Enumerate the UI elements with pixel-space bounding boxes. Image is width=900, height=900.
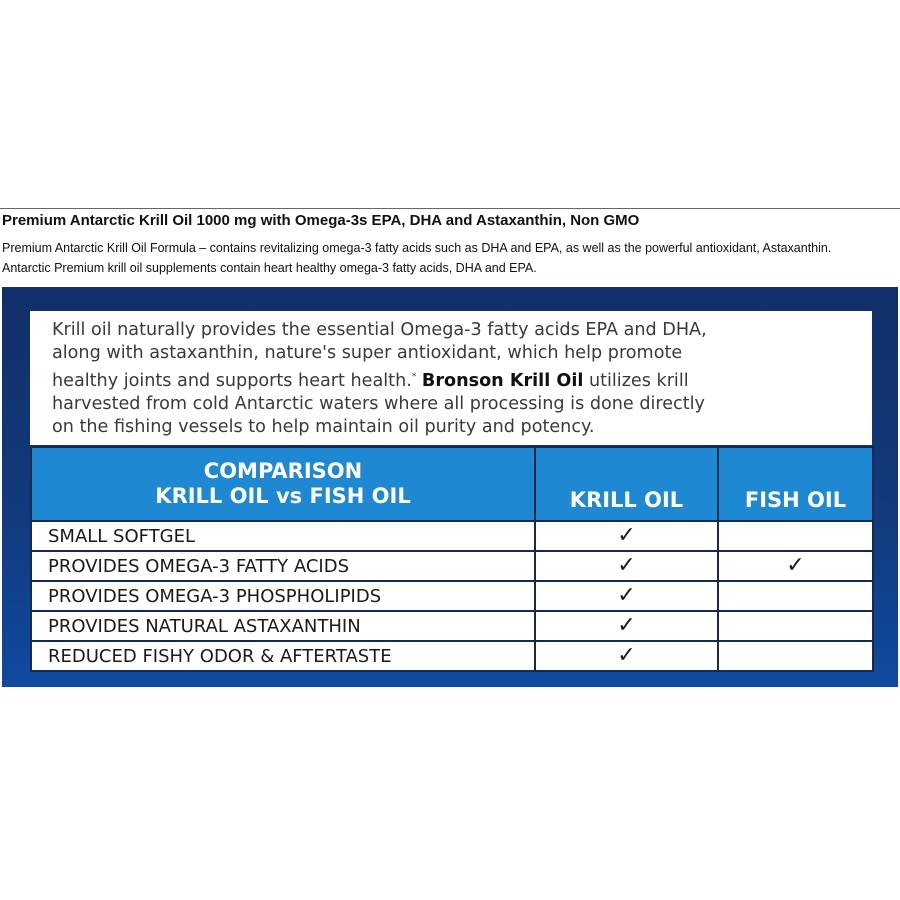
intro-text-box bbox=[30, 311, 872, 445]
intro-line: Krill oil naturally provides the essential Omega-3 fatty acids EPA and DHA, bbox=[52, 320, 707, 340]
product-description bbox=[2, 238, 898, 278]
table-row bbox=[31, 581, 873, 611]
feature-label: PROVIDES OMEGA-3 FATTY ACIDS bbox=[31, 551, 535, 581]
comparison-subtitle: KRILL OIL vs FISH OIL bbox=[155, 484, 411, 508]
krill-check-icon: ✓ bbox=[535, 581, 718, 611]
intro-text: healthy joints and supports heart health. bbox=[52, 370, 412, 391]
fish-oil-column-header: FISH OIL bbox=[718, 447, 873, 521]
table-row bbox=[31, 641, 873, 671]
comparison-table bbox=[30, 446, 874, 672]
table-row bbox=[31, 551, 873, 581]
feature-label: PROVIDES OMEGA-3 PHOSPHOLIPIDS bbox=[31, 581, 535, 611]
fish-check-cell bbox=[718, 641, 873, 671]
fish-check-cell bbox=[718, 581, 873, 611]
description-line: Premium Antarctic Krill Oil Formula – contains revitalizing omega-3 fatty acids such as DHA and EPA, as well as the powerful antioxidant, Astaxanthin. bbox=[2, 241, 832, 255]
intro-text: utilizes krill bbox=[583, 370, 689, 391]
comparison-header-row bbox=[31, 447, 873, 521]
feature-label: PROVIDES NATURAL ASTAXANTHIN bbox=[31, 611, 535, 641]
krill-oil-column-header: KRILL OIL bbox=[535, 447, 718, 521]
krill-check-icon: ✓ bbox=[535, 611, 718, 641]
krill-check-icon: ✓ bbox=[535, 641, 718, 671]
fish-check-cell bbox=[718, 611, 873, 641]
krill-check-icon: ✓ bbox=[535, 521, 718, 551]
feature-label: SMALL SOFTGEL bbox=[31, 521, 535, 551]
intro-line bbox=[52, 366, 858, 393]
footnote-mark: * bbox=[411, 371, 417, 382]
feature-label: REDUCED FISHY ODOR & AFTERTASTE bbox=[31, 641, 535, 671]
intro-line: on the fishing vessels to help maintain oil purity and potency. bbox=[52, 417, 595, 438]
comparison-title-cell bbox=[31, 447, 535, 521]
intro-line: along with astaxanthin, nature's super antioxidant, which help promote bbox=[52, 343, 683, 364]
fish-check-cell bbox=[718, 521, 873, 551]
table-row bbox=[31, 521, 873, 551]
product-banner-image bbox=[2, 287, 898, 687]
comparison-title: COMPARISON bbox=[203, 459, 363, 483]
description-line: Antarctic Premium krill oil supplements contain heart healthy omega-3 fatty acids, DHA and EPA. bbox=[2, 261, 537, 275]
table-row bbox=[31, 611, 873, 641]
brand-name: Bronson Krill Oil bbox=[421, 370, 584, 391]
top-divider bbox=[0, 208, 900, 209]
krill-check-icon: ✓ bbox=[535, 551, 718, 581]
fish-check-icon: ✓ bbox=[718, 551, 873, 581]
intro-line: harvested from cold Antarctic waters where all processing is done directly bbox=[52, 394, 705, 415]
product-heading: Premium Antarctic Krill Oil 1000 mg with Omega-3s EPA, DHA and Astaxanthin, Non GMO bbox=[2, 212, 640, 229]
